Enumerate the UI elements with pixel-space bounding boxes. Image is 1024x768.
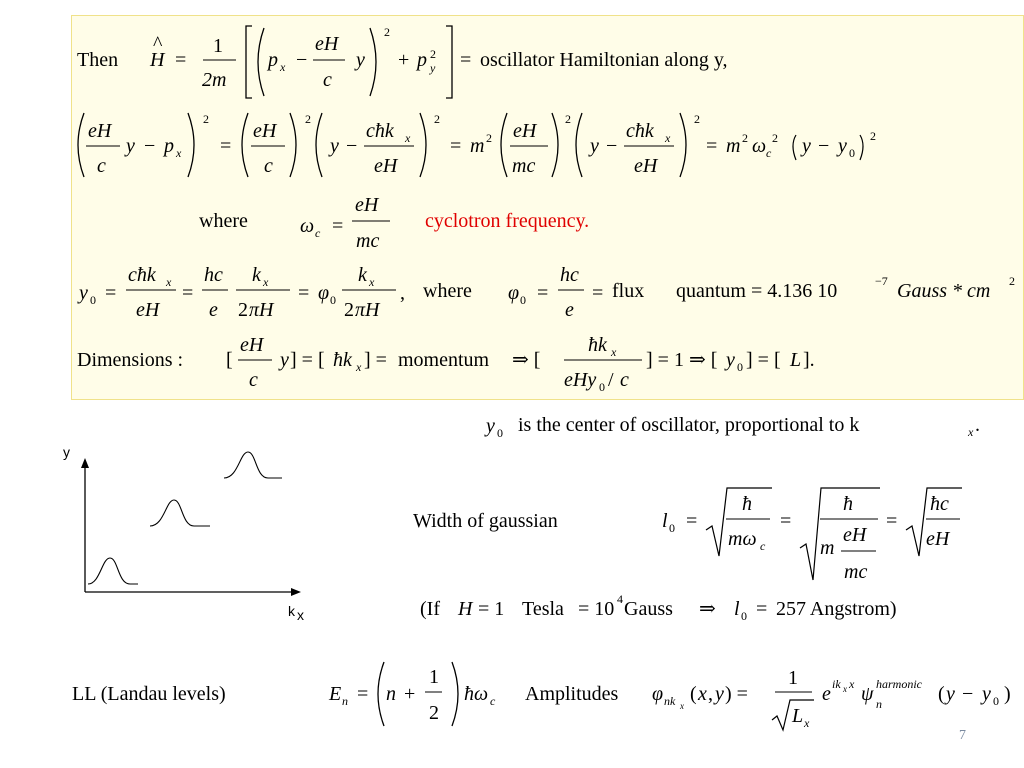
svg-text:c: c <box>315 226 321 240</box>
svg-text:x: x <box>611 345 617 359</box>
svg-text:= 1: = 1 <box>478 598 505 620</box>
svg-text:L: L <box>790 349 802 371</box>
svg-text:H: H <box>458 598 473 620</box>
svg-text:mc: mc <box>512 155 536 177</box>
width-label: Width of gaussian <box>413 510 558 532</box>
svg-text:y: y <box>280 349 289 371</box>
svg-text:c: c <box>620 369 629 391</box>
cyclotron-label: cyclotron frequency. <box>425 210 590 232</box>
svg-text:eH: eH <box>513 120 537 142</box>
svg-text:0: 0 <box>497 426 503 440</box>
gaussian-curve-low <box>88 558 138 584</box>
svg-text:eH: eH <box>926 528 950 550</box>
svg-text:,: , <box>400 282 405 304</box>
svg-text:k: k <box>252 264 261 286</box>
svg-text:,: , <box>708 683 713 705</box>
svg-text:φ: φ <box>508 282 520 304</box>
svg-text:eH: eH <box>355 194 379 216</box>
svg-text:c: c <box>264 155 273 177</box>
svg-text:x: x <box>356 360 362 374</box>
svg-text:ω: ω <box>752 135 767 157</box>
svg-text:e: e <box>565 299 574 321</box>
where-label-1: where <box>199 210 248 232</box>
amplitudes-label: Amplitudes <box>525 683 619 705</box>
svg-text:2: 2 <box>430 47 436 61</box>
svg-text:eH: eH <box>253 120 277 142</box>
svg-text:cħk: cħk <box>128 264 156 286</box>
svg-text:nk: nk <box>664 694 676 708</box>
svg-text:x: x <box>166 275 172 289</box>
y-axis-arrow <box>81 458 89 468</box>
svg-text:(: ( <box>938 683 945 705</box>
svg-text:0: 0 <box>849 146 855 160</box>
svg-text:c: c <box>97 155 106 177</box>
svg-text:ħω: ħω <box>464 683 489 705</box>
svg-text:c: c <box>323 69 332 91</box>
svg-text:x: x <box>680 701 684 711</box>
cm-exponent: 2 <box>1009 274 1015 288</box>
svg-text:eH: eH <box>136 299 160 321</box>
svg-text:2: 2 <box>694 112 700 126</box>
svg-text:0: 0 <box>520 293 526 307</box>
svg-text:πH: πH <box>355 299 380 321</box>
svg-text:ħk: ħk <box>333 349 352 371</box>
svg-text:ħk: ħk <box>588 334 607 356</box>
svg-text:p: p <box>268 49 278 71</box>
svg-text:+: + <box>398 49 410 71</box>
ll-label: LL (Landau levels) <box>72 683 226 705</box>
svg-text:−: − <box>962 683 974 705</box>
svg-text:=: = <box>298 282 310 304</box>
svg-text:x: x <box>369 275 375 289</box>
svg-text:y: y <box>590 135 599 157</box>
svg-text:^: ^ <box>153 33 163 55</box>
gaussian-curve-mid <box>150 500 210 526</box>
svg-text:x: x <box>263 275 269 289</box>
if-label: (If <box>420 598 440 620</box>
angstrom-label: 257 Angstrom) <box>776 598 897 620</box>
svg-text:l: l <box>662 510 668 532</box>
svg-text:x: x <box>405 131 411 145</box>
x-axis-arrow <box>291 588 301 596</box>
gaussian-sketch <box>60 440 320 630</box>
svg-text:−: − <box>144 135 156 157</box>
quantum-label: quantum = 4.136 10 <box>676 280 838 302</box>
svg-text:mc: mc <box>356 230 380 252</box>
svg-text:=: = <box>756 598 768 620</box>
svg-text:x: x <box>698 683 707 705</box>
cyclotron-equation <box>199 194 589 252</box>
svg-text:1: 1 <box>429 666 439 688</box>
y-axis-label: y <box>63 444 70 460</box>
svg-text:p: p <box>417 49 427 71</box>
svg-text:] = [: ] = [ <box>746 349 781 371</box>
svg-text:ħ: ħ <box>742 493 752 515</box>
svg-text:y: y <box>330 135 339 157</box>
svg-text:2: 2 <box>305 112 311 126</box>
svg-text:n: n <box>342 694 348 708</box>
svg-text:1: 1 <box>788 667 798 689</box>
svg-text:=: = <box>450 135 462 157</box>
svg-text:=: = <box>460 49 472 71</box>
svg-text:eH: eH <box>315 33 339 55</box>
x-axis-label: k <box>288 603 295 619</box>
svg-text:2: 2 <box>238 299 248 321</box>
x-axis-label-sub: x <box>297 607 304 623</box>
svg-text:L: L <box>792 705 804 727</box>
svg-text:eH: eH <box>240 334 264 356</box>
svg-text:y: y <box>126 135 135 157</box>
svg-text:c: c <box>760 539 766 553</box>
svg-text:2: 2 <box>203 112 209 126</box>
svg-text:x: x <box>843 684 847 694</box>
svg-text:=: = <box>332 215 344 237</box>
svg-text:x: x <box>176 146 182 160</box>
svg-text:mc: mc <box>844 561 868 583</box>
svg-text:].: ]. <box>803 349 815 371</box>
svg-text:ik: ik <box>832 677 841 691</box>
svg-text:0: 0 <box>669 521 675 535</box>
svg-text:e: e <box>209 299 218 321</box>
svg-text:mω: mω <box>728 528 757 550</box>
svg-text:ψ: ψ <box>861 683 874 705</box>
svg-text:n: n <box>386 683 396 705</box>
svg-text:2: 2 <box>742 131 748 145</box>
svg-text:=: = <box>357 683 369 705</box>
svg-text:−: − <box>818 135 830 157</box>
svg-text:): ) <box>1004 683 1011 705</box>
svg-text:eH: eH <box>374 155 398 177</box>
gauss-cm-label: Gauss * cm <box>897 280 991 302</box>
svg-text:) =: ) = <box>725 683 748 705</box>
center-equation <box>77 264 1015 321</box>
svg-text:4: 4 <box>617 592 623 606</box>
svg-text:=: = <box>220 135 232 157</box>
svg-text:=: = <box>182 282 194 304</box>
svg-text:x: x <box>665 131 671 145</box>
svg-text:0: 0 <box>741 609 747 623</box>
svg-text:y: y <box>802 135 811 157</box>
svg-text:n: n <box>876 697 882 711</box>
landau-levels-equation <box>72 662 1011 730</box>
svg-text:y: y <box>726 349 735 371</box>
svg-text:0: 0 <box>993 694 999 708</box>
svg-text:2m: 2m <box>202 69 227 91</box>
svg-text:cħk: cħk <box>626 120 654 142</box>
svg-text:−: − <box>346 135 358 157</box>
svg-text:c: c <box>766 146 772 160</box>
where-label-2: where <box>423 280 472 302</box>
hamiltonian-equation <box>77 25 728 98</box>
svg-text:y: y <box>356 49 365 71</box>
svg-text:H: H <box>150 49 165 71</box>
svg-text:=: = <box>175 49 187 71</box>
gaussian-curve-high <box>224 452 282 478</box>
svg-text:/: / <box>608 369 614 391</box>
svg-text:eHy: eHy <box>564 369 597 391</box>
svg-text:+: + <box>404 683 416 705</box>
svg-text:x: x <box>280 60 286 74</box>
svg-text:y: y <box>715 683 724 705</box>
svg-text:y: y <box>486 415 495 437</box>
svg-text:⇒ [: ⇒ [ <box>512 349 541 371</box>
svg-text:0: 0 <box>330 293 336 307</box>
svg-text:ħ: ħ <box>843 493 853 515</box>
svg-text:hc: hc <box>560 264 579 286</box>
svg-text:x: x <box>968 425 974 439</box>
svg-text:c: c <box>249 369 258 391</box>
svg-text:2: 2 <box>772 131 778 145</box>
svg-text:2: 2 <box>486 131 492 145</box>
svg-text:y: y <box>79 282 88 304</box>
center-label: is the center of oscillator, proportional to k <box>518 414 860 436</box>
svg-text:e: e <box>822 683 831 705</box>
squared-identity-equation <box>78 112 876 177</box>
svg-text:eH: eH <box>88 120 112 142</box>
svg-text:⇒: ⇒ <box>699 598 716 620</box>
svg-text:0: 0 <box>599 380 605 394</box>
svg-text:] = [: ] = [ <box>290 349 325 371</box>
svg-text:0: 0 <box>737 360 743 374</box>
gaussian-width-equation <box>413 488 962 583</box>
svg-text:k: k <box>358 264 367 286</box>
svg-text:φ: φ <box>652 683 664 705</box>
svg-text:m: m <box>726 135 741 157</box>
svg-text:2: 2 <box>434 112 440 126</box>
gauss-label: Gauss <box>624 598 673 620</box>
svg-text:φ: φ <box>318 282 330 304</box>
svg-text:= 10: = 10 <box>578 598 615 620</box>
svg-text:2: 2 <box>870 129 876 143</box>
oscillator-label: oscillator Hamiltonian along y, <box>480 49 728 71</box>
svg-text:(: ( <box>690 683 697 705</box>
svg-text:=: = <box>886 510 898 532</box>
svg-text:] = 1 ⇒ [: ] = 1 ⇒ [ <box>646 349 718 371</box>
svg-text:c: c <box>490 694 496 708</box>
svg-text:x: x <box>849 677 855 691</box>
quantum-exponent: −7 <box>875 274 888 288</box>
tesla-example <box>420 592 897 623</box>
dimensions-equation <box>77 334 815 394</box>
svg-text:y: y <box>982 683 991 705</box>
svg-text:=: = <box>780 510 792 532</box>
svg-text:[: [ <box>226 349 233 371</box>
svg-text:=: = <box>706 135 718 157</box>
svg-text:ħc: ħc <box>930 493 949 515</box>
svg-text:y: y <box>838 135 847 157</box>
harmonic-label: harmonic <box>876 677 922 691</box>
svg-text:2: 2 <box>344 299 354 321</box>
svg-text:2: 2 <box>429 702 439 724</box>
then-label: Then <box>77 49 119 71</box>
svg-text:0: 0 <box>90 293 96 307</box>
momentum-label: momentum <box>398 349 490 371</box>
svg-text:p: p <box>164 135 174 157</box>
svg-text:.: . <box>975 414 980 436</box>
center-statement <box>484 414 980 440</box>
svg-text:eH: eH <box>634 155 658 177</box>
svg-text:=: = <box>105 282 117 304</box>
svg-text:l: l <box>734 598 740 620</box>
svg-text:cħk: cħk <box>366 120 394 142</box>
page-number: 7 <box>959 728 966 743</box>
flux-label: flux <box>612 280 645 302</box>
svg-text:=: = <box>537 282 549 304</box>
svg-text:=: = <box>592 282 604 304</box>
svg-text:m: m <box>470 135 485 157</box>
svg-text:y: y <box>430 61 436 75</box>
svg-text:−: − <box>296 49 308 71</box>
svg-text:eH: eH <box>843 524 867 546</box>
svg-text:] =: ] = <box>364 349 387 371</box>
svg-text:2: 2 <box>565 112 571 126</box>
svg-text:=: = <box>686 510 698 532</box>
svg-text:E: E <box>329 683 342 705</box>
tesla-label: Tesla <box>522 598 564 620</box>
svg-text:−: − <box>606 135 618 157</box>
svg-text:hc: hc <box>204 264 223 286</box>
svg-text:x: x <box>804 716 810 730</box>
svg-text:πH: πH <box>249 299 274 321</box>
svg-text:ω: ω <box>300 215 315 237</box>
svg-text:2: 2 <box>384 25 390 39</box>
dimensions-label: Dimensions : <box>77 349 184 371</box>
svg-text:m: m <box>820 537 835 559</box>
svg-text:y: y <box>946 683 955 705</box>
svg-text:1: 1 <box>213 35 223 57</box>
